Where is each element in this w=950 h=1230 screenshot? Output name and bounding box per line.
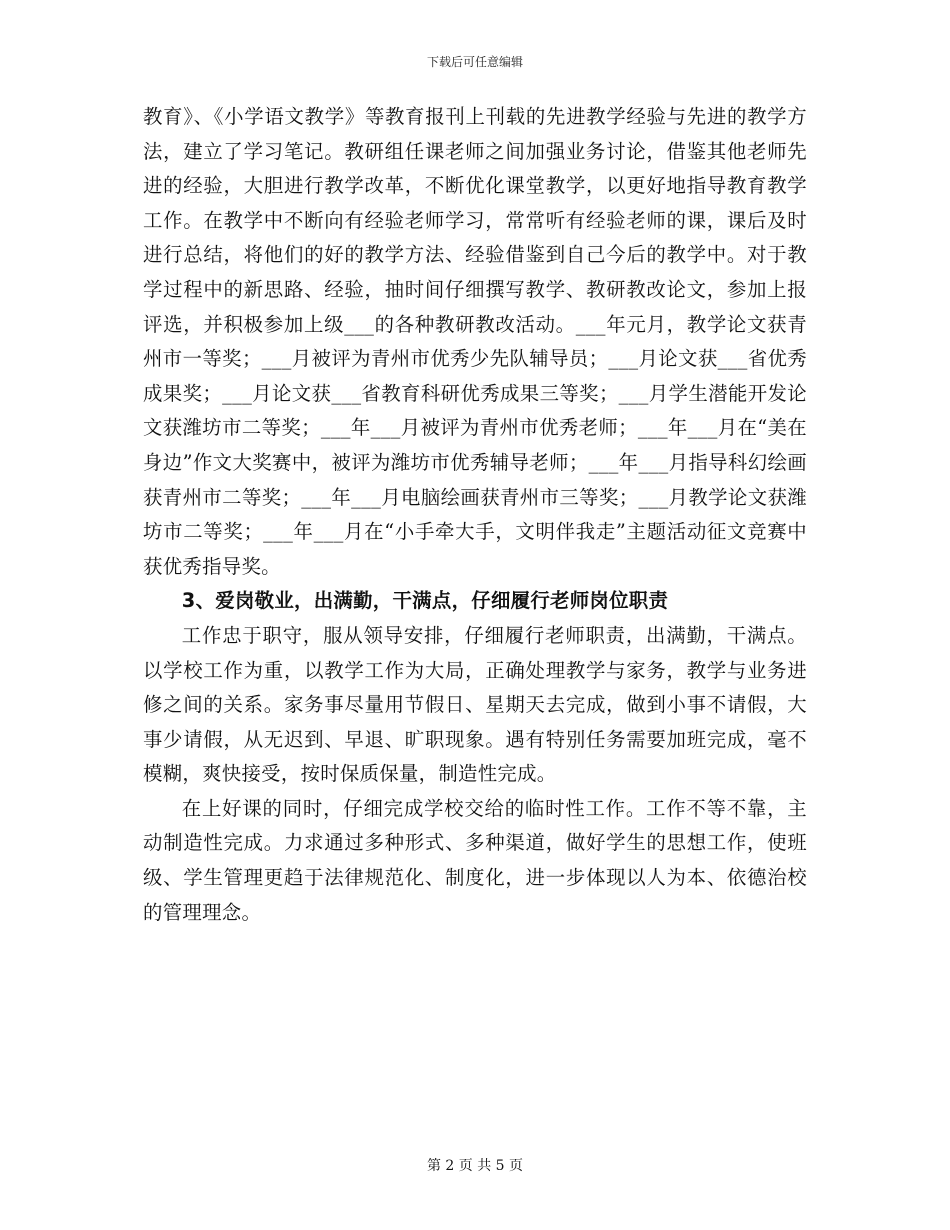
section-heading: 3、爱岗敬业，出满勤，干满点，仔细履行老师岗位职责 <box>181 589 669 613</box>
document-body <box>143 100 807 930</box>
paragraph-continued: 教育》、《小学语文教学》等教育报刊上刊载的先进教学经验与先进的教学方法，建立了学习笔记。教研组任课老师之间加强业务讨论，借鉴其他老师先进的经验，大胆进行教学改革，不断优化课堂教学，以更好地指导教育教学工作。在教学中不断向有经验老师学习，常常听有经验老师的课，课后及时进行总结，将他们的好的教学方法、经验借鉴到自己今后的教学中。对于教学过程中的新思路、经验，抽时间仔细撰写教学、教研教改论文，参加上报评选，并积极参加上级___的各种教研教改活动。___年元月，教学论文获青州市一等奖；___月被评为青州市优秀少先队辅导员；___月论文获___省优秀成果奖；___月论文获___省教育科研优秀成果三等奖；___月学生潜能开发论文获潍坊市二等奖；___年___月被评为青州市优秀老师；___年___月在“美在身边”作文大奖赛中，被评为潍坊市优秀辅导老师；___年___月指导科幻绘画获青州市二等奖；___年___月电脑绘画获青州市三等奖；___月教学论文获潍坊市二等奖；___年___月在“小手牵大手，文明伴我走”主题活动征文竞赛中获优秀指导奖。 <box>143 105 807 578</box>
page-number: 第 2 页 共 5 页 <box>426 1158 524 1174</box>
paragraph-duties: 工作忠于职守，服从领导安排，仔细履行老师职责，出满勤，干满点。以学校工作为重，以教学工作为大局，正确处理教学与家务，教学与业务进修之间的关系。家务事尽量用节假日、星期天去完成，做到小事不请假，大事少请假，从无迟到、早退、旷职现象。遇有特别任务需要加班完成，毫不模糊，爽快接受，按时保质保量，制造性完成。 <box>143 623 807 786</box>
paragraph-extra-work: 在上好课的同时，仔细完成学校交给的临时性工作。工作不等不靠，主动制造性完成。力求通过多种形式、多种渠道，做好学生的思想工作，使班级、学生管理更趋于法律规范化、制度化，进一步体现以人为本、依德治校的管理理念。 <box>143 796 807 924</box>
page-header-note: 下载后可任意编辑 <box>426 55 523 69</box>
